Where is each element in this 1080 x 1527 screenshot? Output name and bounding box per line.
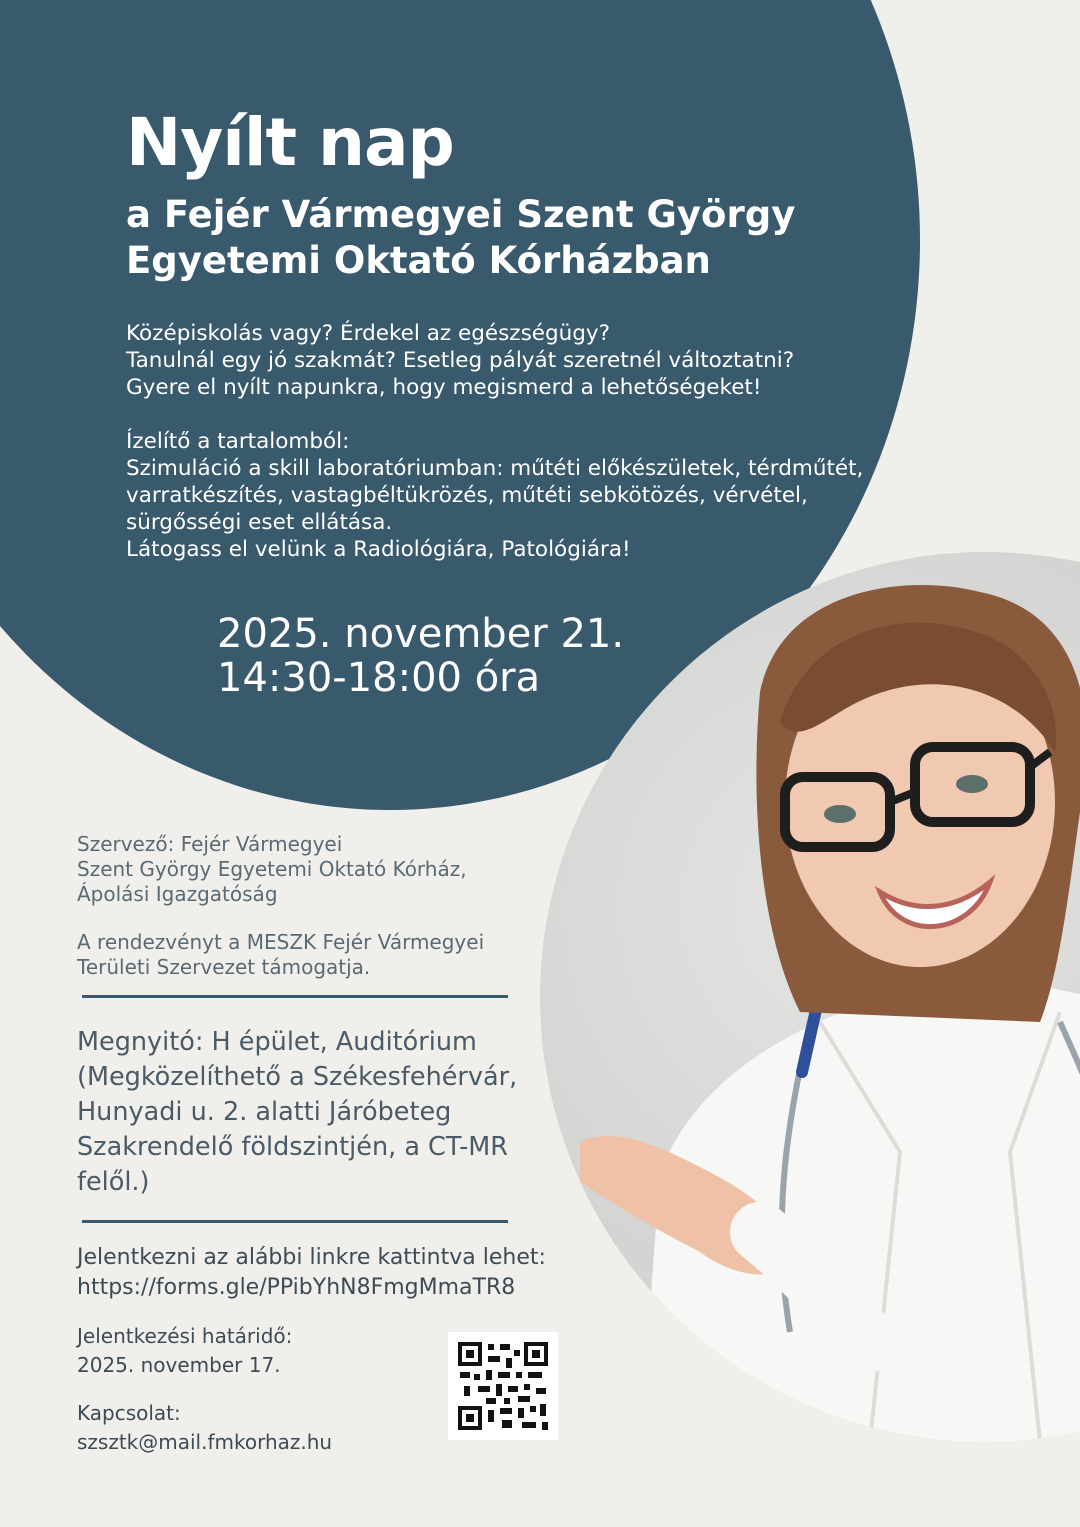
content-line: Látogass el velünk a Radiológiára, Patológiára! xyxy=(126,537,631,562)
venue-line: Megnyitó: H épület, Auditórium xyxy=(77,1027,477,1057)
subtitle-line: Egyetemi Oktató Kórházban xyxy=(126,239,711,282)
deadline-info xyxy=(77,1322,292,1380)
qr-code-icon[interactable] xyxy=(448,1332,558,1440)
hospital-subtitle xyxy=(126,192,795,284)
sponsor-line: A rendezvényt a MESZK Fejér Vármegyei xyxy=(77,930,485,954)
venue-line: (Megközelíthető a Székesfehérvár, xyxy=(77,1062,518,1092)
event-time: 14:30-18:00 óra xyxy=(217,655,541,701)
divider xyxy=(82,995,508,998)
sponsor-info xyxy=(77,930,484,980)
contact-label: Kapcsolat: xyxy=(77,1401,181,1425)
registration-info xyxy=(77,1243,546,1303)
sponsor-line: Területi Szervezet támogatja. xyxy=(77,955,371,979)
intro-text xyxy=(126,320,794,401)
intro-line: Gyere el nyílt napunkra, hogy megismerd a lehetőségeket! xyxy=(126,375,762,400)
content-line: Szimuláció a skill laboratóriumban: műtéti előkészületek, térdműtét, xyxy=(126,456,864,481)
intro-line: Tanulnál egy jó szakmát? Esetleg pályát szeretnél változtatni? xyxy=(126,348,795,373)
divider xyxy=(82,1220,508,1223)
registration-link[interactable]: https://forms.gle/PPibYhN8FmgMmaTR8 xyxy=(77,1275,516,1300)
organizer-line: Szervező: Fejér Vármegyei xyxy=(77,832,343,856)
content-line: varratkészítés, vastagbéltükrözés, műtéti sebkötözés, vérvétel, xyxy=(126,483,808,508)
program-content xyxy=(126,428,863,563)
event-datetime xyxy=(217,612,624,700)
contact-email[interactable]: szsztk@mail.fmkorhaz.hu xyxy=(77,1430,333,1454)
subtitle-line: a Fejér Vármegyei Szent György xyxy=(126,193,796,236)
contact-info xyxy=(77,1399,332,1457)
content-line: Ízelítő a tartalomból: xyxy=(126,429,350,454)
deadline-label: Jelentkezési határidő: xyxy=(77,1324,293,1348)
registration-label: Jelentkezni az alábbi linkre kattintva lehet: xyxy=(77,1245,546,1270)
organizer-line: Szent György Egyetemi Oktató Kórház, xyxy=(77,857,467,881)
organizer-line: Ápolási Igazgatóság xyxy=(77,882,278,906)
content-line: sürgősségi eset ellátása. xyxy=(126,510,393,535)
deadline-date: 2025. november 17. xyxy=(77,1353,281,1377)
venue-line: felől.) xyxy=(77,1167,150,1197)
venue-info xyxy=(77,1025,517,1200)
organizer-info xyxy=(77,832,467,907)
page-title: Nyílt nap xyxy=(126,104,454,181)
venue-line: Szakrendelő földszintjén, a CT-MR xyxy=(77,1132,509,1162)
intro-line: Középiskolás vagy? Érdekel az egészségügy? xyxy=(126,321,611,346)
event-date: 2025. november 21. xyxy=(217,611,625,657)
venue-line: Hunyadi u. 2. alatti Járóbeteg xyxy=(77,1097,452,1127)
